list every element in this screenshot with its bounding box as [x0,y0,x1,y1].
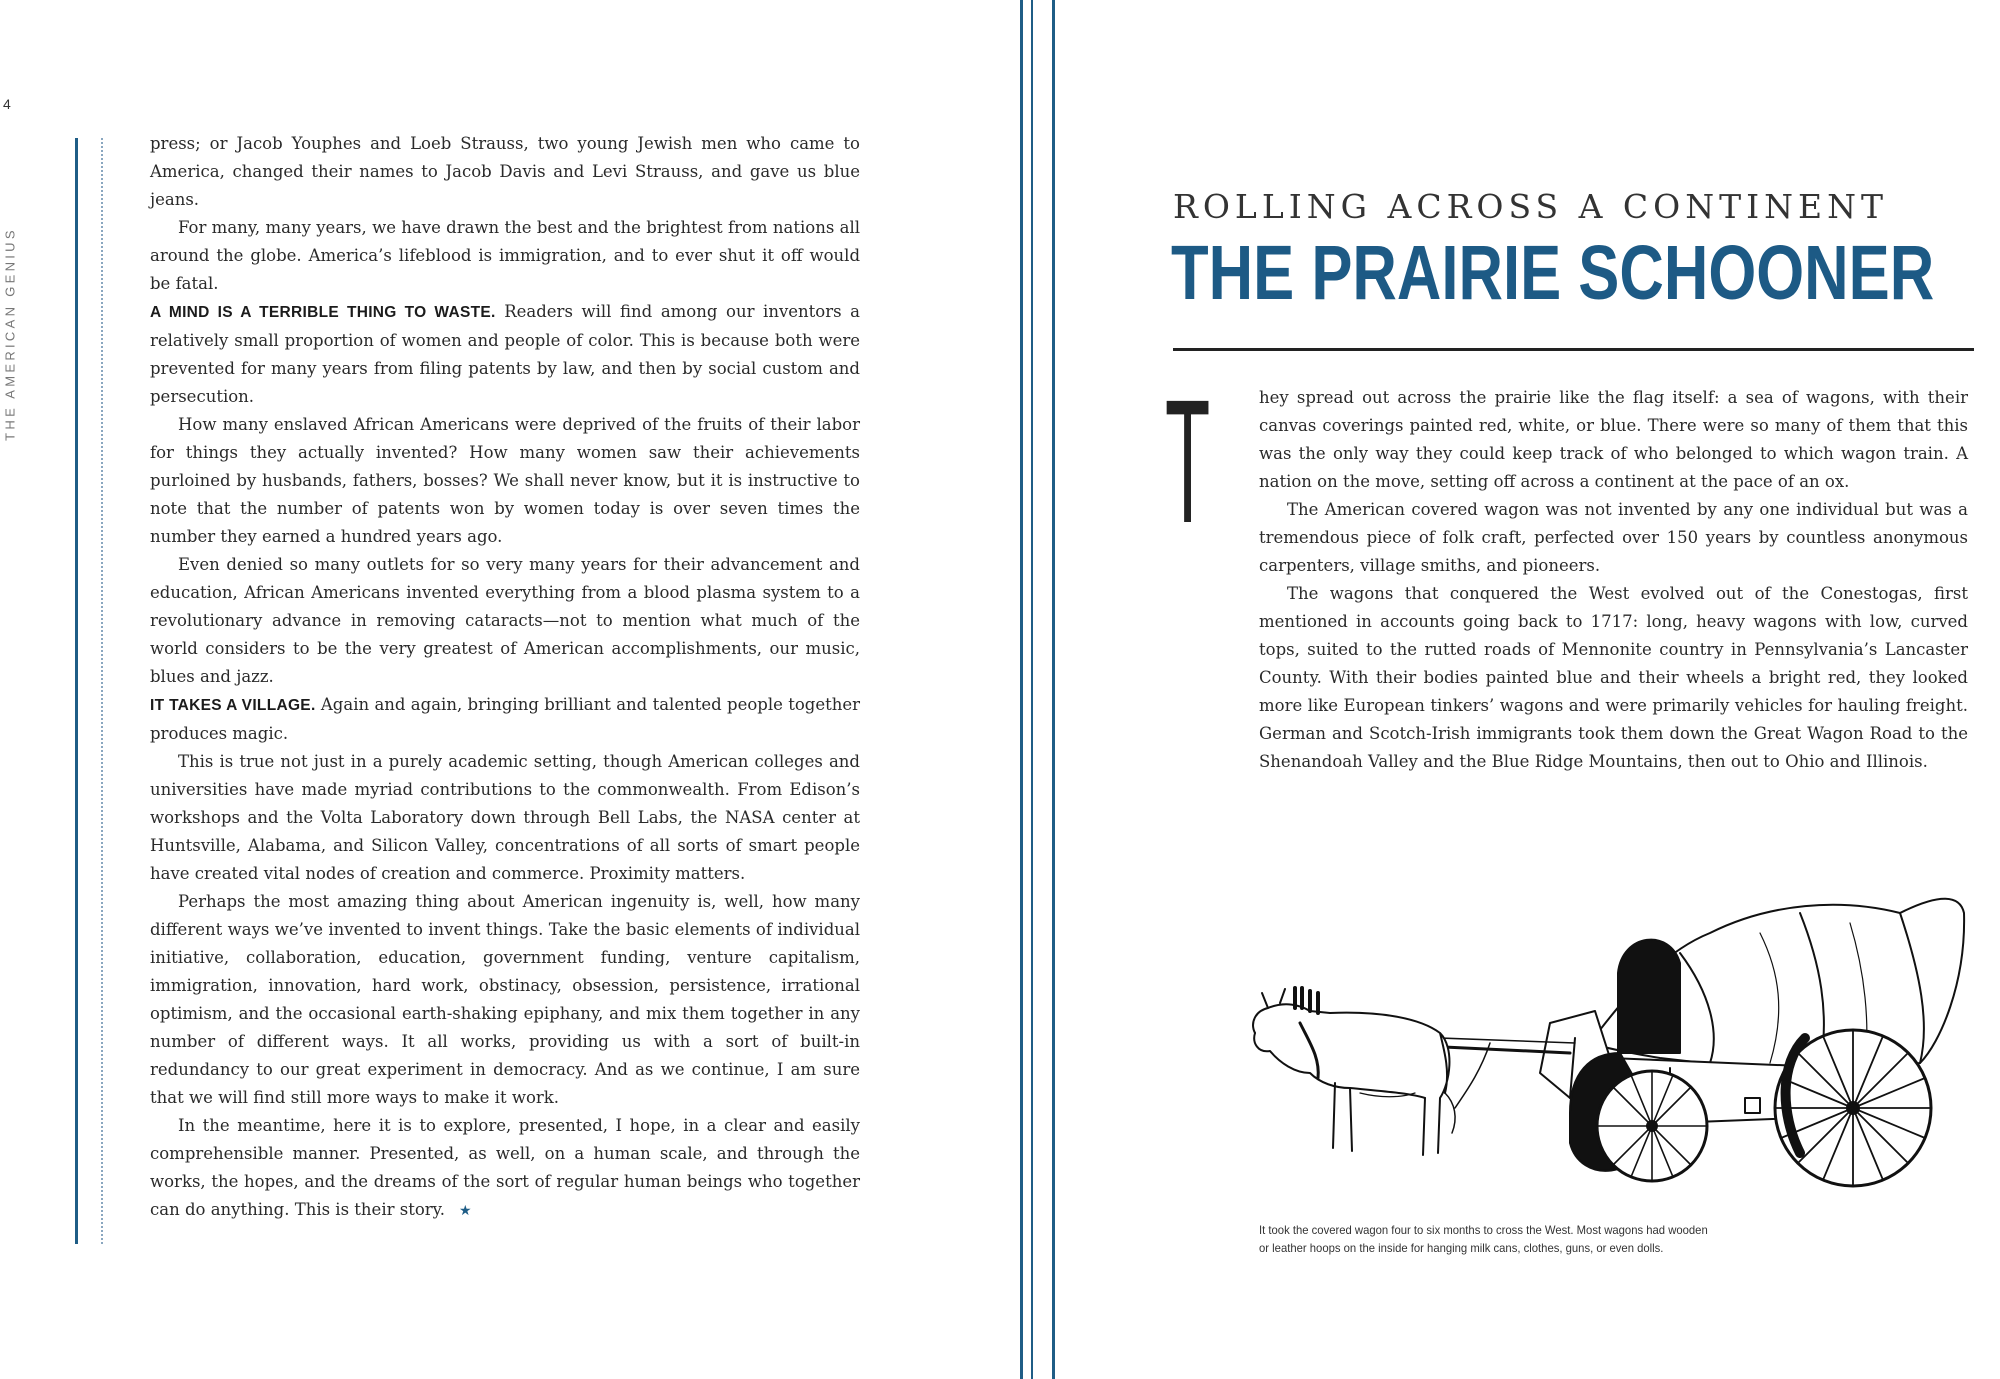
paragraph: In the meantime, here it is to explore, presented, I hope, in a clear and easily comprehensible manner. Presented, as well, on a human scale, and through the works, the hopes, and the dreams of the sort of regular human beings who together can do anything. This is their story. ★ [150,1116,860,1219]
caption-line: It took the covered wagon four to six months to cross the West. Most wagons had wooden [1259,1223,1708,1237]
drop-cap: T [1165,364,1211,560]
star-icon: ★ [459,1203,472,1219]
running-head: THE AMERICAN GENIUS [2,227,18,441]
paragraph: The wagons that conquered the West evolved out of the Conestogas, first mentioned in accounts going back to 1717: long, heavy wagons with low, curved tops, suited to the rutted roads of Mennonite country in Pennsylvania’s Lancaster County. With their bodies painted blue and their wheels a bright red, they looked more like European tinkers’ wagons and were primarily vehicles for hauling freight. German and Scotch-Irish immigrants took them down the Great Wagon Road to the Shenandoah Valley and the Blue Ridge Mountains, then out to Ohio and Illinois. [1259,584,1968,771]
covered-wagon-illustration [1240,893,1970,1193]
paragraph: hey spread out across the prairie like the flag itself: a sea of wagons, with their canvas coverings painted red, white, or blue. There were so many of them that this was the only way they could keep track of who belonged to which wagon train. A nation on the move, setting off across a continent at the pace of an ox. [1259,388,1968,491]
run-in-heading: A MIND IS A TERRIBLE THING TO WASTE. [150,304,496,321]
run-in-heading: IT TAKES A VILLAGE. [150,697,316,714]
headline: THE PRAIRIE SCHOONER [1171,230,1935,316]
margin-rule-solid [75,138,78,1244]
paragraph: IT TAKES A VILLAGE. Again and again, bringing brilliant and talented people together produces magic. [150,695,861,743]
gutter-line [1052,0,1055,1379]
paragraph: A MIND IS A TERRIBLE THING TO WASTE. Readers will find among our inventors a relatively small proportion of women and people of color. This is because both were prevented for many years from filing patents by law, and then by social custom and persecution. [150,302,860,406]
paragraph: press; or Jacob Youphes and Loeb Strauss, two young Jewish men who came to America, changed their names to Jacob Davis and Levi Strauss, and gave us blue jeans. [150,134,860,209]
kicker: ROLLING ACROSS A CONTINENT [1173,187,1888,226]
gutter-line [1031,0,1033,1379]
paragraph: Even denied so many outlets for so very many years for their advancement and education, African Americans invented everything from a blood plasma system to a revolutionary advance in removing cataracts—not to mention what much of the world considers to be the very greatest of American accomplishments, our music, blues and jazz. [150,555,860,686]
right-body-text [1259,384,1968,776]
margin-rule-dotted [101,138,103,1244]
paragraph: The American covered wagon was not invented by any one individual but was a tremendous piece of folk craft, perfected over 150 years by countless anonymous carpenters, village smiths, and pioneers. [1259,500,1968,575]
gutter-line [1020,0,1023,1379]
headline-rule [1173,348,1974,351]
left-body-text [150,130,860,1225]
paragraph: Perhaps the most amazing thing about American ingenuity is, well, how many different ways we’ve invented to invent things. Take the basic elements of individual initiative, collaboration, education, government funding, venture capitalism, immigration, innovation, hard work, obstinacy, obsession, persistence, irrational optimism, and the occasional earth-shaking epiphany, and mix them together in any number of different ways. It all works, providing us with a sort of built-in redundancy to our great experiment in democracy. And as we continue, I am sure that we will find still more ways to make it work. [150,892,860,1107]
page-number: 4 [3,96,11,112]
paragraph: For many, many years, we have drawn the best and the brightest from nations all around the globe. America’s lifeblood is immigration, and to ever shut it off would be fatal. [150,218,860,293]
paragraph: This is true not just in a purely academic setting, though American colleges and universities have made myriad contributions to the commonwealth. From Edison’s workshops and the Volta Laboratory down through Bell Labs, the NASA center at Huntsville, Alabama, and Silicon Valley, concentrations of all sorts of smart people have created vital nodes of creation and commerce. Proximity matters. [150,752,860,883]
caption-line: or leather hoops on the inside for hanging milk cans, clothes, guns, or even dolls. [1259,1241,1664,1255]
figure-caption [1259,1221,1748,1257]
paragraph: How many enslaved African Americans were deprived of the fruits of their labor for things they actually invented? How many women saw their achievements purloined by husbands, fathers, bosses? We shall never know, but it is instructive to note that the number of patents won by women today is over seven times the number they earned a hundred years ago. [150,415,860,546]
